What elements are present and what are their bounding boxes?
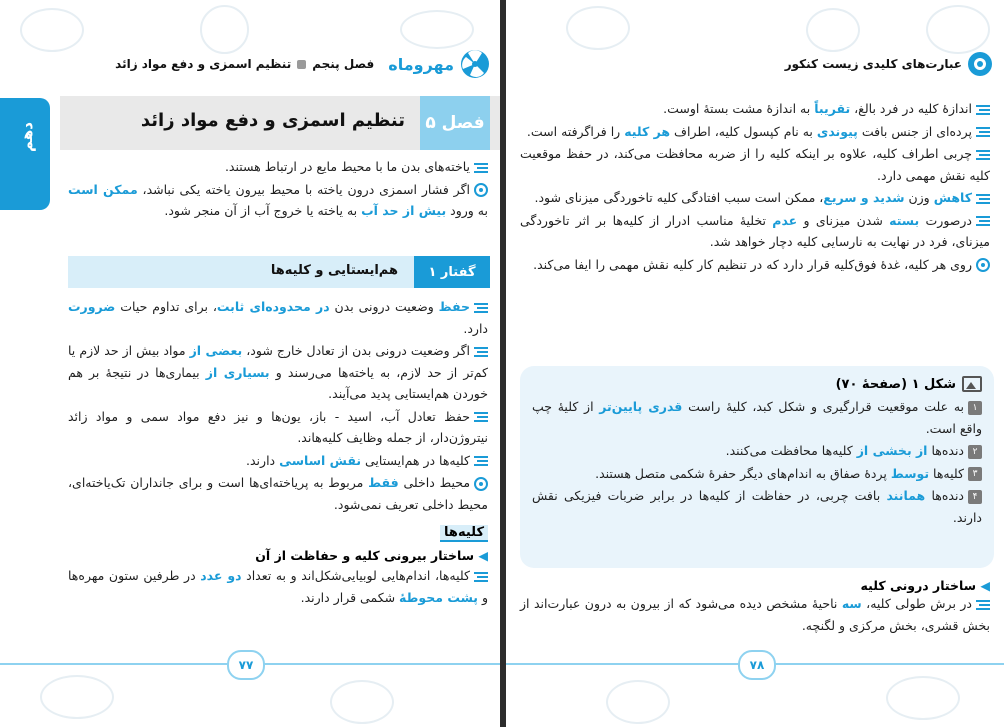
highlighted-term: بیش از حد آب bbox=[361, 203, 447, 218]
paragraph-text: پردهٔ صفاق به اندام‌های دیگر حفرهٔ شکمی متصل هستند. bbox=[595, 465, 891, 481]
paragraph-text: مواد بیش از حد لازم یا کم‌تر از حد لازم، به یاخته‌ها می‌رسند و bbox=[68, 343, 489, 380]
lines-bullet-icon bbox=[976, 194, 990, 204]
highlighted-term: حفظ bbox=[438, 299, 470, 314]
paragraph-text: چربی اطراف کلیه، علاوه بر اینکه کلیه را از ضربه محافظت می‌کند، در حفظ موقعیت کلیه نقش مهمی دارد. bbox=[520, 146, 990, 183]
fan-logo-icon bbox=[458, 49, 492, 79]
grade-side-tab bbox=[0, 98, 50, 210]
internal-structure-block bbox=[520, 578, 990, 637]
highlighted-term: ضرورت bbox=[68, 299, 116, 314]
paragraph-text: کلیه‌ها bbox=[929, 465, 964, 481]
background-doodle bbox=[40, 675, 114, 719]
section-badge bbox=[414, 256, 490, 288]
page-number-badge bbox=[738, 650, 776, 680]
highlighted-term: دو عدد bbox=[200, 568, 242, 583]
lines-bullet-icon bbox=[976, 105, 990, 115]
paragraph-text: کلیه‌ها، اندام‌هایی لوبیایی‌شکل‌اند و به تعداد bbox=[241, 568, 470, 583]
paragraph bbox=[520, 98, 990, 120]
chapter-banner bbox=[60, 96, 500, 150]
highlighted-term: در محدوده‌ای ثابت bbox=[216, 299, 330, 314]
paragraph-text: وضعیت درونی بدن bbox=[329, 299, 439, 314]
section-block bbox=[68, 296, 488, 609]
section-title: هم‌ایستایی و کلیه‌ها bbox=[270, 263, 398, 278]
internal-structure-paragraphs bbox=[520, 593, 990, 636]
paragraph bbox=[520, 187, 990, 209]
paragraph bbox=[520, 121, 990, 143]
intro-block bbox=[68, 156, 488, 223]
kidneys-subheading-text: کلیه‌ها bbox=[440, 525, 488, 542]
highlighted-term: پشت محوطهٔ bbox=[399, 589, 478, 605]
paragraph-text: بیماری‌ها در نتیجهٔ بر هم خوردن هم‌ایستایی پدید می‌آیند. bbox=[68, 364, 488, 401]
paragraph bbox=[68, 179, 488, 222]
header-separator-icon bbox=[297, 60, 306, 69]
globe-bullet-icon bbox=[976, 258, 990, 272]
paragraph-text: کلیه‌ها محافظت می‌کنند. bbox=[725, 443, 857, 458]
paragraph-text: روی هر کلیه، غدهٔ فوق‌کلیه قرار دارد که در تنظیم کار کلیه نقش مهمی را ایفا می‌کند. bbox=[533, 256, 972, 272]
paragraph-text: حفظ تعادل آب، اسید - باز، یون‌ها و نیز دفع مواد سمی و مواد زائد نیتروژن‌دار، از جمله وظایف کلیه‌هاند. bbox=[68, 408, 488, 445]
paragraph bbox=[532, 463, 982, 485]
paragraph-text: ، ممکن است سبب افتادگی کلیه تاخوردگی میزنای شود. bbox=[534, 190, 824, 205]
item-number-badge: ۲ bbox=[968, 445, 982, 459]
external-structure-heading-text: ساختار بیرونی کلیه و حفاظت از آن bbox=[255, 548, 475, 563]
figure-box bbox=[520, 366, 994, 568]
page-number: ۷۷ bbox=[238, 658, 254, 672]
lines-bullet-icon bbox=[474, 456, 488, 466]
paragraph-text: کلیه‌ها در هم‌ایستایی bbox=[361, 452, 470, 468]
paragraph bbox=[68, 565, 488, 608]
paragraph bbox=[68, 296, 488, 339]
paragraph bbox=[520, 143, 990, 186]
figure-box-header bbox=[532, 376, 982, 392]
paragraph-text: اگر فشار اسمزی درون یاخته با محیط بیرون یاخته یکی نباشد، bbox=[137, 181, 470, 197]
paragraph-text: پرده‌ای از جنس بافت bbox=[857, 123, 972, 139]
external-structure-paragraphs bbox=[68, 565, 488, 608]
globe-bullet-icon bbox=[474, 477, 488, 491]
highlighted-term: پیوندی bbox=[816, 123, 858, 139]
paragraph-text: دنده‌ها bbox=[925, 488, 964, 503]
figure-box-items bbox=[532, 396, 982, 528]
section-paragraphs bbox=[68, 296, 488, 515]
paragraph-text: دنده‌ها bbox=[927, 443, 964, 458]
highlighted-term: فقط bbox=[368, 475, 399, 490]
internal-structure-heading-text: ساختار درونی کلیه bbox=[860, 578, 977, 593]
brand-name: مهروماه bbox=[388, 54, 454, 74]
chapter-banner-title: تنظیم اسمزی و دفع مواد زائد bbox=[140, 110, 405, 131]
paragraph-text: در طرفین ستون مهره‌ها و bbox=[68, 568, 488, 605]
page-header bbox=[526, 44, 992, 84]
paragraph-text: از کلیهٔ چپ واقع است. bbox=[532, 399, 982, 436]
lines-bullet-icon bbox=[474, 163, 488, 173]
paragraph bbox=[68, 472, 488, 515]
highlighted-term: توسط bbox=[890, 465, 930, 481]
background-doodle bbox=[606, 680, 670, 724]
paragraph-text: را فراگرفته است. bbox=[526, 123, 625, 139]
paragraph-text: دارد. bbox=[463, 320, 488, 336]
highlighted-term: تقریباً bbox=[814, 101, 851, 116]
background-doodle bbox=[330, 680, 394, 724]
lines-bullet-icon bbox=[474, 572, 488, 582]
paragraph-text: شکمی قرار دارند. bbox=[300, 589, 400, 605]
book-logo-icon bbox=[968, 52, 992, 76]
paragraph bbox=[68, 156, 488, 178]
triangle-bullet-icon: ◀ bbox=[980, 578, 990, 593]
background-doodle bbox=[886, 676, 960, 720]
kidneys-subheading bbox=[68, 521, 488, 540]
item-number-badge: ۴ bbox=[968, 490, 982, 504]
paragraph bbox=[68, 340, 488, 405]
lines-bullet-icon bbox=[976, 150, 990, 160]
chapter-title: تنظیم اسمزی و دفع مواد زائد bbox=[115, 57, 292, 71]
page-number: ۷۸ bbox=[749, 658, 765, 672]
lines-bullet-icon bbox=[474, 303, 488, 313]
paragraph bbox=[532, 440, 982, 462]
chapter-badge-text: فصل ۵ bbox=[425, 113, 485, 133]
paragraph-text: اندازهٔ کلیه در فرد بالغ، bbox=[850, 101, 972, 116]
paragraph-text: ناحیهٔ مشخص دیده می‌شود که از بیرون به درون عبارت‌اند از بخش قشری، بخش مرکزی و لگنچه. bbox=[520, 596, 990, 633]
highlighted-term: کاهش bbox=[933, 190, 972, 205]
highlighted-term: بعضی از bbox=[189, 343, 243, 358]
main-block bbox=[520, 98, 990, 276]
paragraph-text: مربوط به پریاخته‌ای‌ها است و برای جانداران تک‌یاخته‌ای، محیط داخلی تعریف نمی‌شود. bbox=[68, 475, 488, 512]
highlighted-term: قدری پایین‌تر bbox=[599, 399, 683, 414]
section-badge-text: گفتار ۱ bbox=[428, 264, 476, 280]
highlighted-term: بسیاری از bbox=[205, 364, 270, 380]
highlighted-term: از بخشی از bbox=[856, 443, 928, 458]
highlighted-term: هر کلیه bbox=[624, 123, 671, 139]
highlighted-term: بسته bbox=[889, 212, 920, 228]
lines-bullet-icon bbox=[474, 347, 488, 357]
paragraph-text: ، برای تداوم حیات bbox=[115, 299, 217, 314]
paragraph bbox=[520, 593, 990, 636]
lines-bullet-icon bbox=[976, 127, 990, 137]
paragraph-text: وزن bbox=[904, 190, 934, 205]
paragraph bbox=[520, 210, 990, 253]
paragraph bbox=[520, 254, 990, 276]
highlighted-term: سه bbox=[841, 596, 862, 611]
paragraph bbox=[68, 406, 488, 449]
paragraph-text: درصورت bbox=[919, 212, 972, 228]
paragraph-text: اگر وضعیت درونی بدن از تعادل خارج شود، bbox=[242, 343, 470, 358]
paragraph-text: به اندازهٔ مشت بستهٔ اوست. bbox=[663, 101, 815, 116]
paragraph-text: بافت چربی، در حفاظت از کلیه‌ها در برابر ضربات فیزیکی نقش دارند. bbox=[532, 488, 982, 525]
highlighted-term: نقش اساسی bbox=[279, 452, 362, 468]
chapter-label: فصل پنجم bbox=[312, 57, 375, 71]
paragraph bbox=[532, 485, 982, 528]
paragraph-text: دارند. bbox=[246, 452, 280, 468]
chapter-badge bbox=[420, 96, 490, 150]
left-page bbox=[0, 0, 500, 727]
lines-bullet-icon bbox=[474, 412, 488, 422]
paragraph bbox=[68, 450, 488, 472]
paragraph-text: در برش طولی کلیه، bbox=[861, 596, 972, 611]
item-number-badge: ۳ bbox=[968, 467, 982, 481]
external-structure-heading bbox=[68, 548, 488, 563]
paragraph-text: به نام کپسول کلیه، اطراف bbox=[670, 123, 817, 139]
brand-logo bbox=[388, 49, 492, 79]
paragraph-text: تخلیهٔ مناسب ادرار از کلیه‌ها بر اثر تاخوردگی میزنای، فرد در نهایت به نارسایی کلیه دچار خواهد شد. bbox=[520, 212, 990, 249]
image-icon bbox=[962, 376, 982, 392]
lines-bullet-icon bbox=[976, 600, 990, 610]
right-page bbox=[506, 0, 1004, 727]
highlighted-term: شدید و سریع bbox=[823, 190, 905, 205]
page-header bbox=[60, 44, 492, 84]
highlighted-term: عدم bbox=[772, 212, 798, 228]
grade-side-tab-label: دهم bbox=[18, 122, 36, 152]
highlighted-term: ممکن است bbox=[68, 181, 138, 197]
paragraph-text: به ورود bbox=[446, 203, 488, 218]
paragraph-text: به علت موقعیت قرارگیری و شکل کبد، کلیهٔ راست bbox=[682, 399, 965, 414]
globe-bullet-icon bbox=[474, 183, 488, 197]
lines-bullet-icon bbox=[976, 216, 990, 226]
paragraph-text: یاخته‌های بدن ما با محیط مایع در ارتباط هستند. bbox=[224, 159, 470, 174]
paragraph-text: شدن میزنای و bbox=[797, 212, 890, 228]
internal-structure-heading bbox=[520, 578, 990, 593]
paragraph bbox=[532, 396, 982, 439]
key-phrases-paragraphs bbox=[520, 98, 990, 275]
intro-paragraphs bbox=[68, 156, 488, 222]
paragraph-text: محیط داخلی bbox=[398, 475, 471, 490]
paragraph-text: به یاخته یا خروج آب از آن منجر شود. bbox=[164, 203, 362, 218]
section-banner bbox=[68, 256, 490, 288]
triangle-bullet-icon: ◀ bbox=[478, 548, 488, 563]
highlighted-term: همانند bbox=[886, 488, 926, 503]
book-title: عبارت‌های کلیدی زیست کنکور bbox=[784, 57, 962, 71]
figure-box-title: شکل ۱ (صفحهٔ ۷۰) bbox=[835, 376, 956, 392]
item-number-badge: ۱ bbox=[968, 401, 982, 415]
page-number-badge bbox=[227, 650, 265, 680]
